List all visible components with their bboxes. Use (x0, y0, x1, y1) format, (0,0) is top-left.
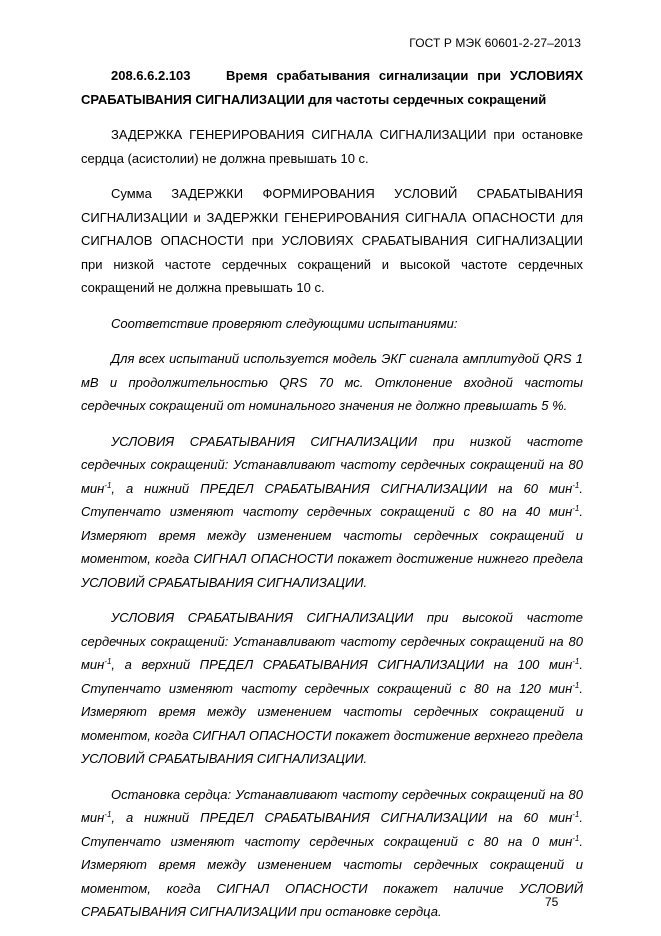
paragraph-compliance: Соответствие проверяют следующими испытаниями: (111, 315, 458, 331)
superscript: -1 (572, 504, 580, 513)
paragraph-delay-sum: Сумма ЗАДЕРЖКИ ФОРМИРОВАНИЯ УСЛОВИЙ СРАБАТЫВАНИЯ СИГНАЛИЗАЦИИ и ЗАДЕРЖКИ ГЕНЕРИРОВАНИЯ СИГНАЛА ОПАСНОСТИ для СИГНАЛОВ ОПАСНОСТИ при УСЛОВИЯХ СРАБАТЫВАНИЯ СИГНАЛИЗАЦИИ при низкой частоте сердечных сокращений и высокой частоте сердечных сокращений не должна превышать 10 с. (81, 186, 583, 295)
page-body (81, 64, 583, 936)
section-title: Время срабатывания сигнализации при УСЛОВИЯХ СРАБАТЫВАНИЯ СИГНАЛИЗАЦИИ для частоты сердечных сокращений (81, 68, 584, 107)
page-number: 75 (545, 895, 559, 909)
text-segment: . Ступенчато изменяют частоту сердечных сокращений с 80 на 120 мин (81, 657, 583, 696)
paragraph-cardiac-arrest-test (81, 783, 583, 924)
paragraph-low-rate-test (81, 430, 583, 595)
superscript: -1 (572, 657, 580, 666)
paragraph-asystole-delay: ЗАДЕРЖКА ГЕНЕРИРОВАНИЯ СИГНАЛА СИГНАЛИЗАЦИИ при остановке сердца (асистолии) не должна превышать 10 с. (81, 127, 583, 166)
superscript: -1 (104, 657, 112, 666)
superscript: -1 (104, 810, 112, 819)
text-segment: . Ступенчато изменяют частоту сердечных сокращений с 80 на 0 мин (81, 810, 583, 849)
paragraph-high-rate-test (81, 606, 583, 771)
text-segment: . Измеряют время между изменением частоты сердечных сокращений и моментом, когда СИГНАЛ ОПАСНОСТИ покажет достижение верхнего предела УСЛОВИЙ СРАБАТЫВАНИЯ СИГНАЛИЗАЦИИ. (81, 680, 583, 766)
text-segment: , а нижний ПРЕДЕЛ СРАБАТЫВАНИЯ СИГНАЛИЗАЦИИ на 60 мин (111, 480, 573, 496)
text-segment: . Ступенчато изменяют частоту сердечных сокращений с 80 на 40 мин (81, 480, 583, 519)
text-segment: . Измеряют время между изменением частоты сердечных сокращений и моментом, когда СИГНАЛ ОПАСНОСТИ покажет наличие УСЛОВИЙ СРАБАТЫВАНИЯ СИГНАЛИЗАЦИИ при остановке сердца. (81, 833, 583, 919)
text-segment: Остановка сердца: Устанавливают частоту сердечных сокращений на 80 мин (81, 786, 583, 825)
text-segment: , а верхний ПРЕДЕЛ СРАБАТЫВАНИЯ СИГНАЛИЗАЦИИ на 100 мин (111, 657, 573, 672)
paragraph-ecg-model: Для всех испытаний используется модель ЭКГ сигнала амплитудой QRS 1 мВ и продолжительностью QRS 70 мс. Отклонение входной частоты сердечных сокращений от номинального значения не должно превышать 5 %. (81, 351, 583, 413)
section-number: 208.6.6.2.103 (111, 68, 191, 83)
text-segment: . Измеряют время между изменением частоты сердечных сокращений и моментом, когда СИГНАЛ ОПАСНОСТИ покажет достижение нижнего предела УСЛОВИЙ СРАБАТЫВАНИЯ СИГНАЛИЗАЦИИ. (81, 504, 583, 590)
superscript: -1 (572, 833, 580, 843)
superscript: -1 (572, 680, 580, 690)
text-segment: УСЛОВИЯ СРАБАТЫВАНИЯ СИГНАЛИЗАЦИИ при высокой частоте сердечных сокращений: Устанавливают частоту сердечных сокращений на 80 мин (81, 610, 583, 672)
page-header: ГОСТ Р МЭК 60601-2-27–2013 (409, 36, 581, 50)
text-segment: УСЛОВИЯ СРАБАТЫВАНИЯ СИГНАЛИЗАЦИИ при низкой частоте сердечных сокращений: Устанавливают частоту сердечных сокращений на 80 мин (81, 433, 583, 496)
superscript: -1 (572, 810, 580, 819)
text-segment: , а нижний ПРЕДЕЛ СРАБАТЫВАНИЯ СИГНАЛИЗАЦИИ на 60 мин (111, 810, 573, 825)
section-heading (81, 64, 583, 111)
superscript: -1 (104, 480, 112, 490)
superscript: -1 (572, 480, 580, 490)
